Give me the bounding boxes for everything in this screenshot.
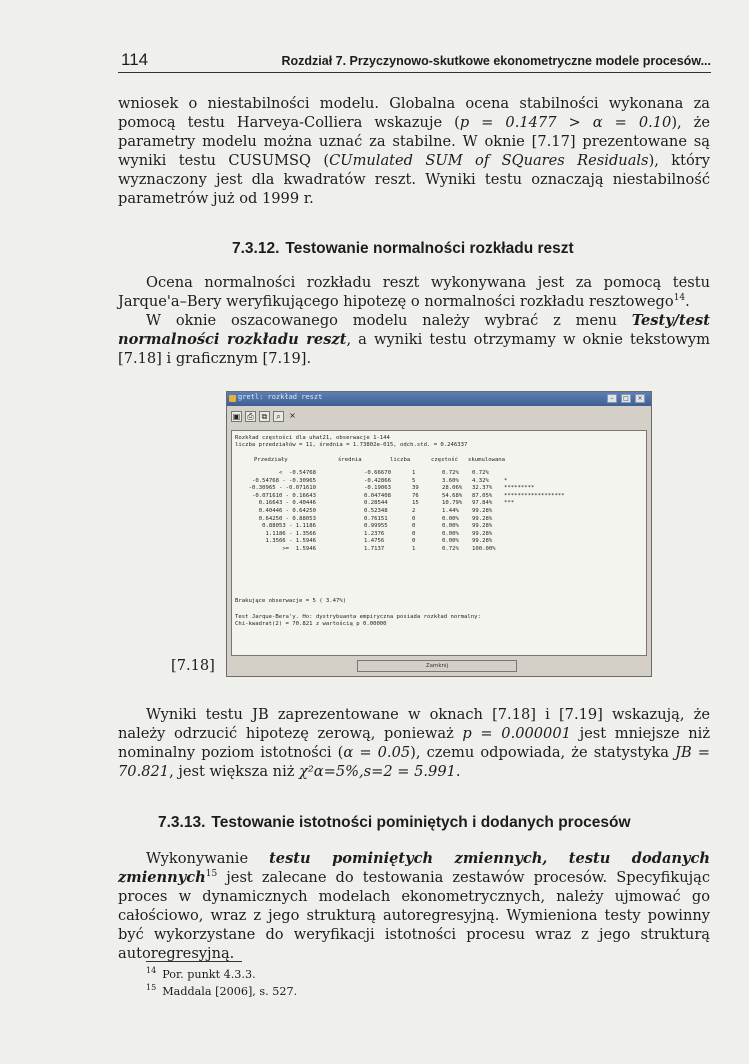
table-cell-count: 0 [412, 538, 416, 545]
table-cell-interval: 1.1186 - 1.3566 [265, 530, 316, 537]
normality-text-1b: . [685, 293, 690, 310]
footnote-rule [146, 961, 242, 962]
table-cell-mean: 0.52348 [364, 508, 388, 514]
table-cell-mean: 1.2376 [364, 530, 385, 537]
table-cell-cum: 99.28% [472, 530, 493, 537]
freq-header-line-1: Rozkład częstości dla uhat21, obserwacje 1-144 [235, 435, 390, 441]
table-cell-count: 39 [412, 485, 419, 492]
table-cell-mean: -0.42866 [364, 477, 391, 484]
search-icon[interactable]: ⌕ [273, 411, 284, 422]
table-cell-count: 5 [412, 477, 416, 484]
figure-label: [7.18] [171, 657, 215, 674]
table-cell-freq: 0.00% [442, 515, 459, 522]
omitted-text-2: jest zalecane do testowania zestawów procesów. Specyfikując proces w dynamicznych modelach ekonometrycznych, należy ujmować go całościowo, wraz z jego strukturą autoregresyjną. Wymieniona testy powinny być wykorzystane do weryfikacji istotności procesu wraz z jego strukturą autoregresyjną. [118, 869, 710, 962]
section-number: 7.3.12. [232, 240, 280, 257]
maximize-icon[interactable]: □ [621, 394, 631, 403]
window-titlebar [227, 392, 651, 406]
table-cell-bar: * [504, 477, 508, 484]
close-icon[interactable]: × [289, 411, 296, 420]
jb-test-line-1: Test Jarque-Bera'y. Ho: dystrybuanta empiryczna posiada rozkład normalny: [235, 614, 481, 620]
intro-math-p: p = 0.1477 > α = 0.10 [459, 114, 672, 131]
copy-icon[interactable]: ⧉ [259, 411, 270, 422]
table-cell-cum: 32.37% [472, 485, 493, 492]
table-cell-cum: 99.28% [472, 538, 493, 545]
table-cell-count: 76 [412, 492, 419, 499]
window-toolbar [229, 409, 647, 425]
section-heading-7-3-13 [158, 814, 631, 832]
gretl-window [226, 391, 652, 677]
page-header [118, 50, 711, 73]
footnote-number: 14 [146, 966, 157, 976]
table-cell-mean: 0.28544 [364, 500, 388, 507]
jb-math-alpha: α = 0.05 [343, 744, 411, 761]
footnote-text: Maddala [2006], s. 527. [162, 985, 298, 998]
table-cell-bar: ********* [504, 485, 535, 492]
minimize-icon[interactable]: – [607, 394, 617, 403]
table-cell-cum: 4.32% [472, 477, 489, 484]
menu-path: Testy/test normalności rozkładu reszt [118, 312, 710, 348]
cusumsq-expansion: CUmulated SUM of SQuares Residuals [329, 152, 649, 169]
table-cell-interval: 0.40446 - 0.64250 [258, 508, 316, 514]
table-cell-cum: 99.28% [472, 523, 493, 530]
table-cell-count: 0 [412, 515, 416, 522]
table-cell-count: 1 [412, 546, 416, 552]
running-head: Rozdział 7. Przyczynowo-skutkowe ekonometryczne modele procesów... [281, 54, 711, 68]
table-cell-cum: 100.00% [472, 546, 496, 552]
save-icon[interactable]: ▣ [232, 412, 241, 421]
column-header: częstość [431, 457, 458, 463]
table-cell-cum: 99.28% [472, 508, 493, 514]
print-icon[interactable]: ⎙ [245, 411, 256, 422]
column-header: średnia [338, 457, 362, 463]
table-cell-freq: 28.06% [442, 485, 463, 492]
jb-text-2: jest mniejsze niż nominalny poziom istotności ( [118, 725, 711, 761]
table-cell-interval: -0.54768 - -0.30965 [252, 477, 316, 484]
normality-text-1: Ocena normalności rozkładu reszt wykonywana jest za pomocą testu Jarque'a–Bery weryfikującego hipotezę o normalności rozkładu resztowego [118, 274, 710, 310]
table-cell-interval: 0.16643 - 0.40446 [258, 500, 316, 507]
column-header: liczba [390, 457, 411, 463]
output-text-area[interactable] [231, 430, 647, 656]
table-cell-bar: ****************** [504, 492, 565, 499]
table-cell-freq: 0.00% [442, 523, 459, 530]
table-cell-bar: *** [504, 500, 515, 507]
footnote-15 [146, 985, 297, 998]
table-cell-count: 2 [412, 508, 416, 514]
normality-paragraph-2 [118, 311, 710, 368]
table-cell-mean: -0.19063 [364, 485, 391, 492]
gretl-app-icon [229, 395, 236, 402]
section-title: Testowanie istotności pominiętych i dodanych procesów [211, 814, 631, 831]
column-header: Przedziały [254, 457, 288, 463]
table-cell-count: 15 [412, 500, 419, 507]
table-cell-interval: 0.88053 - 1.1186 [262, 523, 316, 530]
table-cell-cum: 97.84% [472, 500, 493, 507]
table-cell-mean: 0.99955 [364, 523, 388, 530]
jb-result-paragraph [118, 705, 710, 781]
jb-text-3: ), czemu odpowiada, że statystyka [410, 744, 676, 761]
table-cell-mean: -0.66670 [364, 470, 391, 476]
normality-text-2: W oknie oszacowanego modelu należy wybrać z menu [146, 312, 632, 329]
jb-text-4: , jest większa niż [169, 763, 300, 780]
jb-text-5: . [455, 763, 461, 780]
table-cell-interval: -0.30965 - -0.071610 [248, 485, 316, 492]
table-cell-mean: 1.4756 [364, 538, 385, 545]
table-cell-cum: 0.72% [472, 470, 489, 476]
table-cell-mean: 0.76151 [364, 515, 388, 522]
section-number: 7.3.13. [158, 814, 206, 831]
footnote-14 [146, 968, 256, 981]
close-button[interactable]: Zamknij [357, 660, 517, 672]
table-cell-count: 1 [412, 470, 416, 476]
window-title: gretl: rozkład reszt [238, 393, 323, 401]
omitted-variables-paragraph [118, 849, 710, 963]
section-title: Testowanie normalności rozkładu reszt [285, 240, 574, 257]
normality-text-2b: , a wyniki testu otrzymamy w oknie tekstowym [7.18] i graficznym [7.19]. [118, 331, 710, 367]
table-cell-mean: 0.047408 [364, 492, 391, 499]
jb-math-p: p = 0.000001 [462, 725, 571, 742]
table-cell-freq: 1.44% [442, 508, 459, 514]
test-names: testu pominiętych zmiennych, testu dodanych zmiennych [118, 850, 710, 886]
column-header: skumulowana [468, 457, 506, 463]
section-heading-7-3-12 [232, 240, 574, 258]
table-cell-freq: 0.72% [442, 546, 459, 552]
table-cell-interval: >= 1.5946 [282, 546, 316, 552]
table-cell-freq: 0.00% [442, 530, 459, 537]
table-cell-interval: 1.3566 - 1.5946 [265, 538, 316, 545]
intro-text-3: ), który wyznaczony jest dla kwadratów reszt. Wyniki testu oznaczają niestabilność parametrów już od 1999 r. [118, 152, 710, 207]
table-cell-mean: 1.7137 [364, 546, 385, 552]
table-cell-freq: 3.60% [442, 477, 459, 484]
window-close-icon[interactable]: × [635, 394, 645, 403]
footnote-ref-14: 14 [673, 293, 686, 304]
normality-paragraph-1 [118, 273, 710, 311]
missing-observations: Brakujące obserwacje = 5 ( 3.47%) [235, 598, 347, 604]
intro-text-2: ), że parametry modelu można uznać za stabilne. W oknie [7.17] prezentowane są wyniki testu CUSUMSQ ( [118, 114, 710, 169]
jb-math-stat: JB = 70.821 [118, 744, 710, 780]
footnote-number: 15 [146, 983, 157, 993]
omitted-text-1: Wykonywanie [146, 850, 270, 867]
jb-math-chi: χ²α=5%,s=2 = 5.991 [299, 763, 456, 780]
jb-test-line-2: Chi-kwadrat(2) = 70.821 z wartością p 0.00000 [235, 621, 387, 627]
jb-text-1: Wyniki testu JB zaprezentowane w oknach [7.18] i [7.19] wskazują, że należy odrzucić hipotezę zerową, ponieważ [118, 706, 710, 742]
table-cell-freq: 54.68% [442, 492, 463, 499]
table-cell-freq: 0.72% [442, 470, 459, 476]
table-cell-interval: < -0.54768 [278, 470, 316, 476]
table-cell-freq: 10.79% [442, 500, 463, 507]
intro-paragraph [118, 94, 710, 208]
intro-text-1: wniosek o niestabilności modelu. Globalna ocena stabilności wykonana za pomocą testu Harveya-Colliera wskazuje ( [118, 95, 710, 131]
footnote-text: Por. punkt 4.3.3. [162, 968, 256, 981]
table-cell-count: 0 [412, 523, 416, 530]
table-cell-interval: 0.64250 - 0.88053 [258, 515, 316, 522]
footnote-ref-15: 15 [205, 869, 218, 880]
table-cell-interval: -0.071610 - 0.16643 [252, 492, 316, 499]
table-cell-cum: 99.28% [472, 515, 493, 522]
page-number: 114 [121, 50, 149, 69]
table-cell-count: 0 [412, 530, 416, 537]
table-cell-freq: 0.00% [442, 538, 459, 545]
freq-header-line-2: liczba przedziałów = 11, średnia = 1.73802e-015, odch.std. = 0.246337 [235, 442, 468, 448]
table-cell-cum: 87.05% [472, 492, 493, 499]
